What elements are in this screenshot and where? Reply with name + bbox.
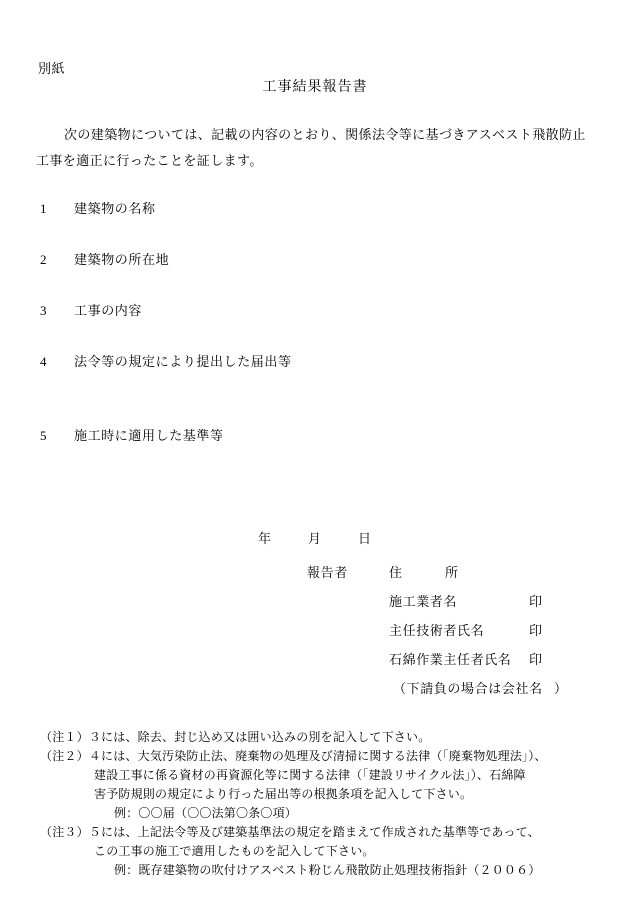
intro-line-1: 次の建築物については、記載の内容のとおり、関係法令等に基づきアスベスト飛散防止 bbox=[64, 127, 586, 142]
date-line bbox=[0, 528, 630, 547]
footnotes bbox=[40, 728, 610, 880]
list-item bbox=[40, 425, 224, 444]
seal-mark-icon: 印 bbox=[529, 594, 543, 609]
address-label-first: 住 bbox=[389, 565, 403, 580]
footnote-line bbox=[40, 766, 610, 785]
date-year-label: 年 bbox=[257, 531, 272, 546]
footnote-text: ５には、上記法令等及び建築基準法の規定を踏まえて作成された基準等であって、 bbox=[88, 825, 540, 839]
footnote-2 bbox=[40, 747, 610, 823]
footnote-1 bbox=[40, 728, 610, 747]
subcontractor-note-row bbox=[307, 678, 568, 707]
item-label: 法令等の規定により提出した届出等 bbox=[74, 354, 292, 369]
footnote-text: 例：既存建築物の吹付けアスベスト粉じん飛散防止処理技術指針（２００６） bbox=[114, 863, 541, 877]
seal-mark-icon: 印 bbox=[529, 652, 543, 667]
attachment-label: 別紙 bbox=[38, 61, 66, 76]
footnote-3 bbox=[40, 823, 610, 880]
date-month-label: 月 bbox=[307, 531, 322, 546]
reporter-label: 報告者 bbox=[307, 565, 348, 580]
contractor-name-label: 施工業者名 bbox=[389, 594, 458, 609]
footnote-text: 建設工事に係る資材の再資源化等に関する法律（「建設リサイクル法」）、石綿障 bbox=[94, 768, 526, 782]
item-label: 施工時に適用した基準等 bbox=[74, 428, 224, 443]
footnote-text: ４には、大気汚染防止法、廃棄物の処理及び清掃に関する法律（「廃棄物処理法」）、 bbox=[88, 749, 547, 763]
subcontractor-note-close: ） bbox=[554, 681, 568, 696]
footnote-text: 例：〇〇届（〇〇法第〇条〇項） bbox=[114, 806, 298, 820]
footnote-text: 害予防規則の規定により行った届出等の根拠条項を記入して下さい。 bbox=[94, 787, 473, 801]
footnote-line bbox=[40, 861, 610, 880]
footnote-line bbox=[40, 728, 610, 747]
footnote-marker: （注１） bbox=[40, 730, 89, 744]
seal-mark-icon: 印 bbox=[529, 623, 543, 638]
numbered-items bbox=[40, 198, 600, 402]
contractor-name-row bbox=[307, 591, 543, 620]
chief-engineer-row bbox=[307, 620, 543, 649]
asbestos-supervisor-label: 石綿作業主任者氏名 bbox=[389, 652, 512, 667]
intro-line-2: 工事を適正に行ったことを証します。 bbox=[36, 153, 263, 168]
item-number: 1 bbox=[40, 201, 48, 216]
footnote-marker: （注３） bbox=[40, 825, 89, 839]
date-day-label: 日 bbox=[358, 531, 373, 546]
footnote-line bbox=[40, 747, 610, 766]
footnote-marker: （注２） bbox=[40, 749, 89, 763]
page-title: 工事結果報告書 bbox=[262, 80, 368, 95]
list-item bbox=[40, 351, 600, 402]
footnote-line bbox=[40, 785, 610, 804]
list-item bbox=[40, 198, 600, 249]
item-label: 建築物の名称 bbox=[74, 201, 156, 216]
footnote-line bbox=[40, 804, 610, 823]
subcontractor-note-open: （下請負の場合は会社名 bbox=[393, 681, 543, 696]
item-number: 4 bbox=[40, 354, 48, 369]
address-label-second: 所 bbox=[445, 565, 459, 580]
item-number: 5 bbox=[40, 428, 48, 443]
list-item bbox=[40, 249, 600, 300]
footnote-line bbox=[40, 842, 610, 861]
footnote-text: ３には、除去、封じ込め又は囲い込みの別を記入して下さい。 bbox=[88, 730, 431, 744]
intro-paragraph bbox=[36, 122, 596, 174]
item-label: 工事の内容 bbox=[74, 303, 143, 318]
chief-engineer-label: 主任技術者氏名 bbox=[389, 623, 485, 638]
item-label: 建築物の所在地 bbox=[74, 252, 170, 267]
item-number: 3 bbox=[40, 303, 48, 318]
footnote-line bbox=[40, 823, 610, 842]
signature-block bbox=[307, 562, 568, 707]
reporter-address-row bbox=[307, 562, 543, 591]
asbestos-supervisor-row bbox=[307, 649, 543, 678]
footnote-text: この工事の施工で適用したものを記入して下さい。 bbox=[94, 844, 375, 858]
list-item bbox=[40, 300, 600, 351]
item-number: 2 bbox=[40, 252, 48, 267]
